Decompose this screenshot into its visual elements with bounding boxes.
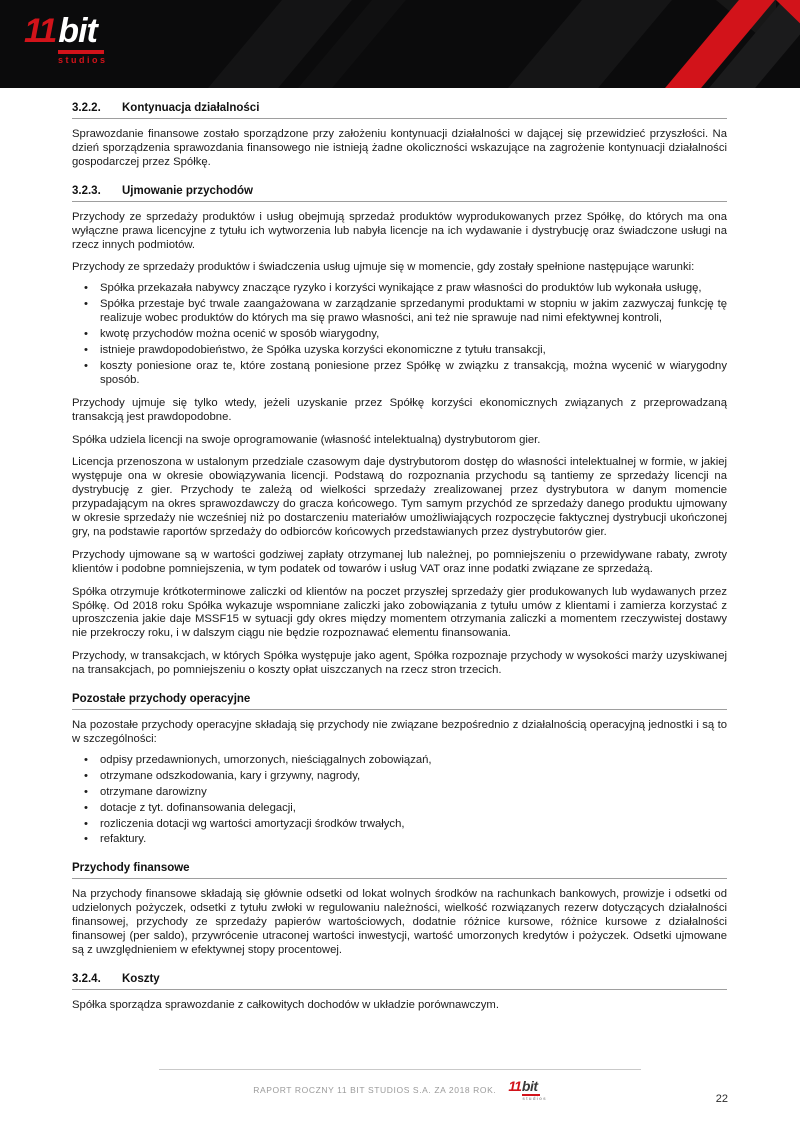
list-item: • koszty poniesione oraz te, które zostaną poniesione przez Spółkę w związku z transakcją, można wycenić w wiarygodny sposób.: [72, 360, 727, 388]
paragraph: Przychody ze sprzedaży produktów i świadczenia usług ujmuje się w momencie, gdy zostały spełnione następujące warunki:: [72, 261, 695, 274]
list-item: • otrzymane odszkodowania, kary i grzywny, nagrody,: [72, 770, 727, 784]
footer-logo: [508, 1079, 546, 1102]
paragraph: Spółka otrzymuje krótkoterminowe zaliczki od klientów na poczet przyszłej sprzedaży gier produkowanych lub wydawanych przez Spółkę. Od 2018 roku Spółka wykazuje wspomniane zaliczki jako zobowiązania z tytułu umów z klientami i zamierza korzystać z uproszczenia jakie daje MSSF15 w sytuacji gdy okres między momentem otrzymania zaliczki a momentem rzeczywistej dostawy nie przekroczy roku, i w dalszym ciągu nie będzie rozpoznawać elementu finansowania.: [72, 585, 727, 640]
paragraph: Na przychody finansowe składają się głównie odsetki od lokat wolnych środków na rachunkach bankowych, prowizje i odsetki od udzielonych pożyczek, odsetki z tytułu zwłoki w regulowaniu należności, wielkość rozwiązanych rezerw dotyczących działalności finansowej, przychody ze sprzedaży papierów wartościowych, dodatnie różnice kursowe, różnice kursowe z działalności finansowej (per saldo), przywrócenie utraconej wartości inwestycji, wartość umorzonych kredytów i pożyczek. Odsetki ujmowane są z uwzględnieniem w efektywnej stopy procentowej.: [72, 888, 727, 956]
list-item: • refaktury.: [72, 833, 727, 847]
section-title: Ujmowanie przychodów: [122, 184, 253, 197]
list-item: • Spółka przekazała nabywcy znaczące ryzyko i korzyści wynikające z praw własności do produktów lub wykonała usługę,: [72, 282, 727, 296]
revenue-conditions-list: [72, 282, 727, 387]
list-item: • odpisy przedawnionych, umorzonych, nieściągalnych zobowiązań,: [72, 754, 727, 768]
section-title: Koszty: [122, 972, 160, 985]
logo-bit-wordmark: bit: [58, 12, 97, 50]
section-number: 3.2.2.: [72, 102, 101, 114]
logo-11-mark: 11: [24, 12, 56, 50]
section-heading-costs: [72, 970, 727, 990]
list-item: • otrzymane darowizny: [72, 786, 727, 800]
list-item: • rozliczenia dotacji wg wartości amortyzacji środków trwałych,: [72, 818, 727, 832]
paragraph: Przychody ze sprzedaży produktów i usług obejmują sprzedaż produktów wyprodukowanych przez Spółkę, do których ma ona wyłączne prawa licencyjne z tytułu ich wytworzenia lub nabyła licencje na ich wydawanie i dystrybucję oraz świadczone usługi na rzecz innych podmiotów.: [72, 210, 727, 251]
paragraph: Sprawozdanie finansowe zostało sporządzone przy założeniu kontynuacji działalności w dającej się przewidzieć przyszłości. Na dzień sporządzenia sprawozdania finansowego nie istnieją żadne okoliczności wskazujące na zagrożenie kontynuacji działalności gospodarczej przez Spółkę.: [72, 128, 727, 168]
header-banner: [0, 0, 800, 88]
footer-logo-11-mark: 11: [508, 1077, 521, 1094]
paragraph: Przychody ujmuje się tylko wtedy, jeżeli uzyskanie przez Spółkę korzyści ekonomicznych związanych z przeprowadzaną transakcją jest prawdopodobne.: [72, 396, 727, 423]
list-item: • kwotę przychodów można ocenić w sposób wiarygodny,: [72, 328, 727, 342]
logo-studios-wordmark: studios: [58, 55, 108, 65]
section-title: Kontynuacja działalności: [122, 102, 260, 114]
section-heading-going-concern: [72, 99, 727, 119]
header-diagonal-decoration: [483, 0, 697, 88]
footer-report-title: RAPORT ROCZNY 11 BIT STUDIOS S.A. ZA 2018 ROK.: [253, 1084, 497, 1095]
subsection-heading-financial: Przychody finansowe: [72, 859, 727, 879]
list-item: • istnieje prawdopodobieństwo, że Spółka uzyska korzyści ekonomiczne z tytułu transakcji,: [72, 344, 727, 358]
page-number: 22: [715, 1093, 728, 1105]
paragraph: Przychody ujmowane są w wartości godziwej zapłaty otrzymanej lub należnej, po pomniejszeniu o przewidywane rabaty, zwroty klientów i podobne pomniejszenia, w tym podatek od towarów i usług VAT oraz inne podatki związane ze sprzedażą.: [72, 548, 727, 575]
footer-logo-bit-wordmark: bit: [521, 1077, 538, 1094]
paragraph: Spółka sporządza sprawozdanie z całkowitych dochodów w układzie porównawczym.: [72, 998, 499, 1011]
subsection-heading-other-operating: Pozostałe przychody operacyjne: [72, 690, 727, 710]
paragraph: Przychody, w transakcjach, w których Spółka występuje jako agent, Spółka rozpoznaje przychody w wysokości marży uzyskiwanej na transakcjach, po pomniejszeniu o koszty opłat uiszczanych na rzecz stron trzecich.: [72, 650, 727, 677]
paragraph: Spółka udziela licencji na swoje oprogramowanie (własność intelektualną) dystrybutorom gier.: [72, 433, 541, 446]
list-item: • dotacje z tyt. dofinansowania delegacji,: [72, 802, 727, 816]
document-body: [0, 88, 800, 1013]
section-number: 3.2.4.: [72, 972, 101, 985]
page-footer: [0, 1069, 800, 1105]
section-heading-revenue: [72, 182, 727, 202]
list-item: • Spółka przestaje być trwale zaangażowana w zarządzanie sprzedanymi produktami w stopniu w jakim zazwyczaj funkcję tę realizuje wobec produktów do których ma się prawo własności, ani też nie sprawuje nad nimi efektywnej kontroli,: [72, 298, 727, 326]
paragraph: Na pozostałe przychody operacyjne składają się przychody nie związane bezpośrednio z działalnością operacyjną jednostki i są to w szczególności:: [72, 719, 727, 745]
company-logo: [24, 14, 108, 65]
section-number: 3.2.3.: [72, 184, 101, 197]
paragraph: Licencja przenoszona w ustalonym przedziale czasowym daje dystrybutorom dostęp do własności intelektualnej w formie, w jakiej występuje ona w okresie obowiązywania licencji. Podstawą do rozpoznania przychodu są tantiemy ze sprzedaży licencji na dystrybucję z gier. Przychody te zależą od wielkości sprzedaży zrealizowanej przez dystrybutora w danym momencie przypadającym na okres sprawozdawczy do gracza końcowego. Tym samym przychód ze sprzedaży danego produktu ujmowany w okresie sprzedaży nie wcześniej niż po dostarczeniu materiałów umożliwiających rozpoczęcie faktycznej dystrybucji ukończonej gry, na podstawie raportów sprzedaży do odbiorców końcowych przedstawianych przez dystrybutorów gier.: [72, 456, 727, 538]
footer-logo-studios-wordmark: studios: [522, 1095, 547, 1101]
logo-red-bar: [58, 50, 104, 54]
footer-divider: [159, 1069, 641, 1070]
other-operating-list: [72, 754, 727, 847]
